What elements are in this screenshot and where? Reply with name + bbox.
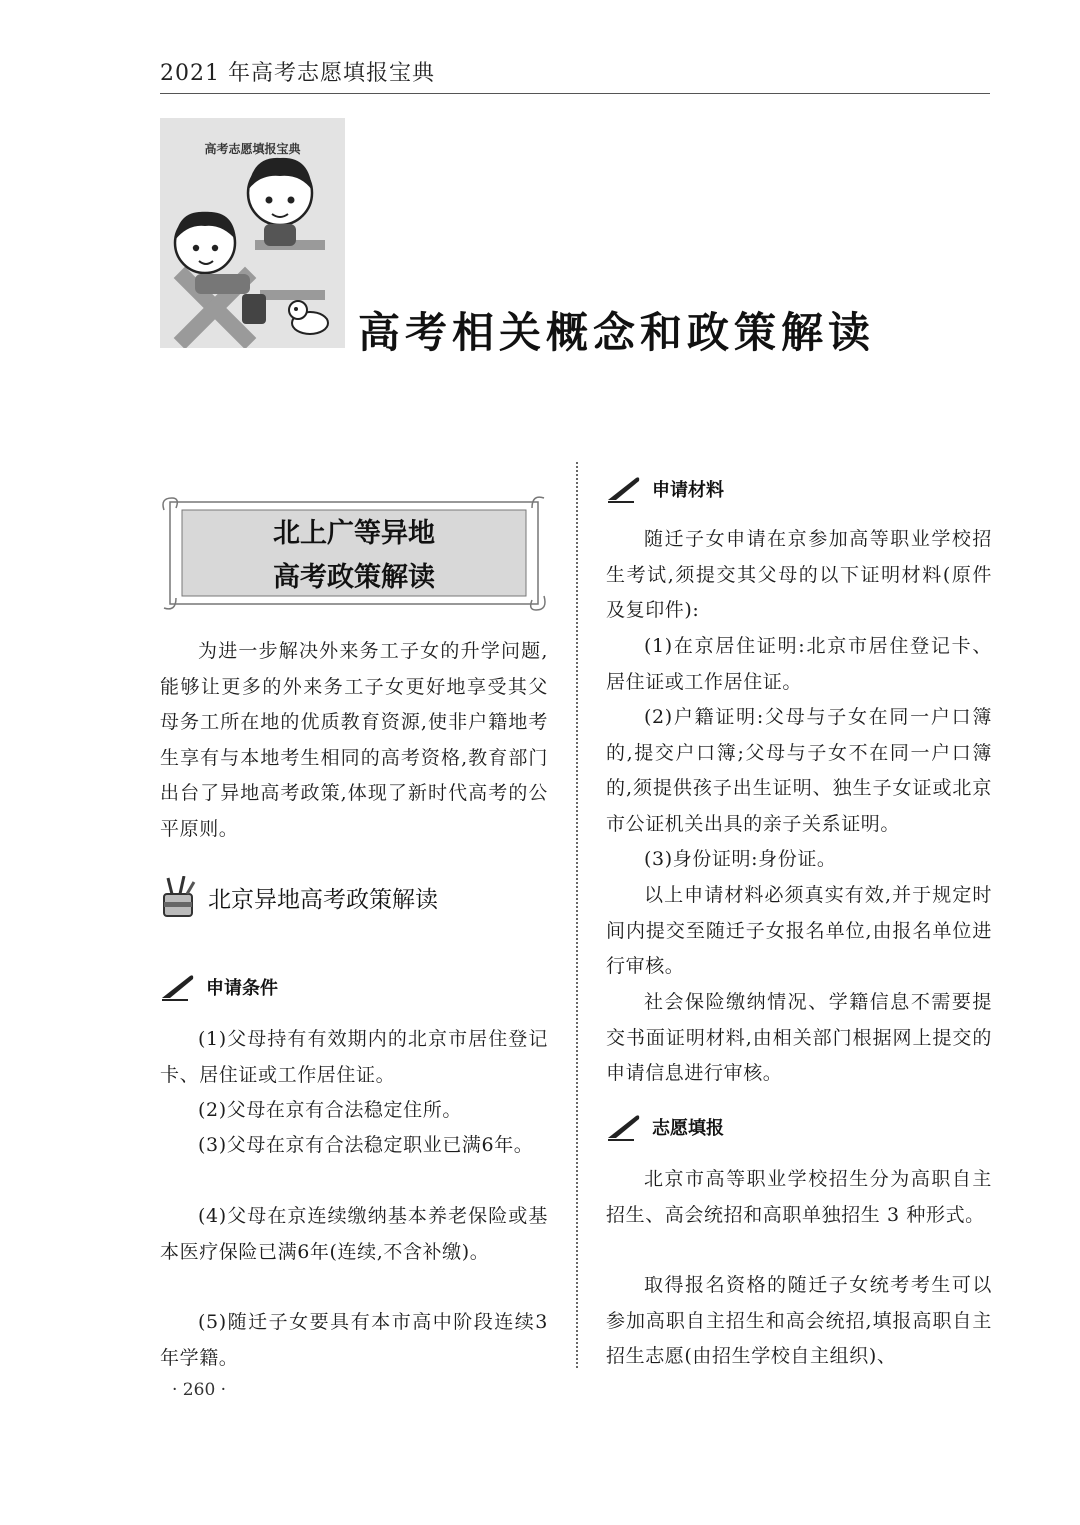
quill-pen-icon bbox=[160, 972, 196, 1002]
condition-item: (1)父母持有有效期内的北京市居住登记卡、居住证或工作居住证。 bbox=[160, 1028, 548, 1086]
intro-paragraph: 为进一步解决外来务工子女的升学问题,能够让更多的外来务工子女更好地享受其父母务工所在地的优质教育资源,使非户籍地考生享有与本地考生相同的高考资格,教育部门出台了异地高考政策,体现了新时代高考的公平原则。 bbox=[160, 640, 548, 840]
material-item: (3)身份证明:身份证。 bbox=[644, 848, 837, 870]
scroll-title-text bbox=[160, 512, 548, 600]
banner-label: 高考志愿填报宝典 bbox=[204, 142, 301, 156]
material-item: (1)在京居住证明:北京市居住登记卡、居住证或工作居住证。 bbox=[606, 635, 992, 693]
condition-item: (3)父母在京有合法稳定职业已满6年。 bbox=[198, 1134, 534, 1156]
header-rule bbox=[160, 93, 990, 94]
section-heading-beijing bbox=[160, 876, 438, 918]
page-number: · 260 · bbox=[172, 1380, 227, 1400]
subheading-application-label: 志愿填报 bbox=[652, 1118, 724, 1139]
section-scroll-title bbox=[160, 492, 548, 617]
pencil-cup-icon bbox=[160, 876, 198, 918]
scroll-title-line-2: 高考政策解读 bbox=[273, 562, 435, 593]
scroll-title-line-1: 北上广等异地 bbox=[273, 518, 435, 549]
subheading-application bbox=[606, 1112, 724, 1142]
condition-item: (5)随迁子女要具有本市高中阶段连续3年学籍。 bbox=[160, 1311, 548, 1369]
subheading-materials bbox=[606, 474, 724, 504]
application-paragraph: 北京市高等职业学校招生分为高职自主招生、高会统招和高职单独招生 3 种形式。 bbox=[606, 1168, 992, 1226]
material-item: (2)户籍证明:父母与子女在同一户口簿的,提交户口簿;父母与子女不在同一户口簿的,须提供孩子出生证明、独生子女证或北京市公证机关出具的亲子关系证明。 bbox=[606, 706, 992, 835]
section-heading-beijing-label: 北京异地高考政策解读 bbox=[208, 886, 438, 913]
column-divider bbox=[576, 462, 578, 1368]
subheading-materials-label: 申请材料 bbox=[652, 480, 724, 501]
materials-intro: 随迁子女申请在京参加高等职业学校招生考试,须提交其父母的以下证明材料(原件及复印件): bbox=[606, 528, 992, 621]
subheading-conditions-label: 申请条件 bbox=[206, 978, 278, 999]
banner-illustration bbox=[160, 118, 345, 348]
page-title: 高考相关概念和政策解读 bbox=[358, 308, 876, 357]
quill-pen-icon bbox=[606, 1112, 642, 1142]
application-paragraph: 取得报名资格的随迁子女统考考生可以参加高职自主招生和高会统招,填报高职自主招生志愿(由招生学校自主组织)、 bbox=[606, 1274, 992, 1367]
children-cartoon-icon bbox=[160, 118, 345, 348]
condition-item: (4)父母在京连续缴纳基本养老保险或基本医疗保险已满6年(连续,不含补缴)。 bbox=[160, 1205, 548, 1263]
materials-note: 以上申请材料必须真实有效,并于规定时间内提交至随迁子女报名单位,由报名单位进行审核。 bbox=[606, 884, 992, 977]
running-header: 2021 年高考志愿填报宝典 bbox=[160, 61, 435, 86]
quill-pen-icon bbox=[606, 474, 642, 504]
materials-note: 社会保险缴纳情况、学籍信息不需要提交书面证明材料,由相关部门根据网上提交的申请信息进行审核。 bbox=[606, 991, 992, 1084]
subheading-conditions bbox=[160, 972, 278, 1002]
condition-item: (2)父母在京有合法稳定住所。 bbox=[198, 1099, 462, 1121]
